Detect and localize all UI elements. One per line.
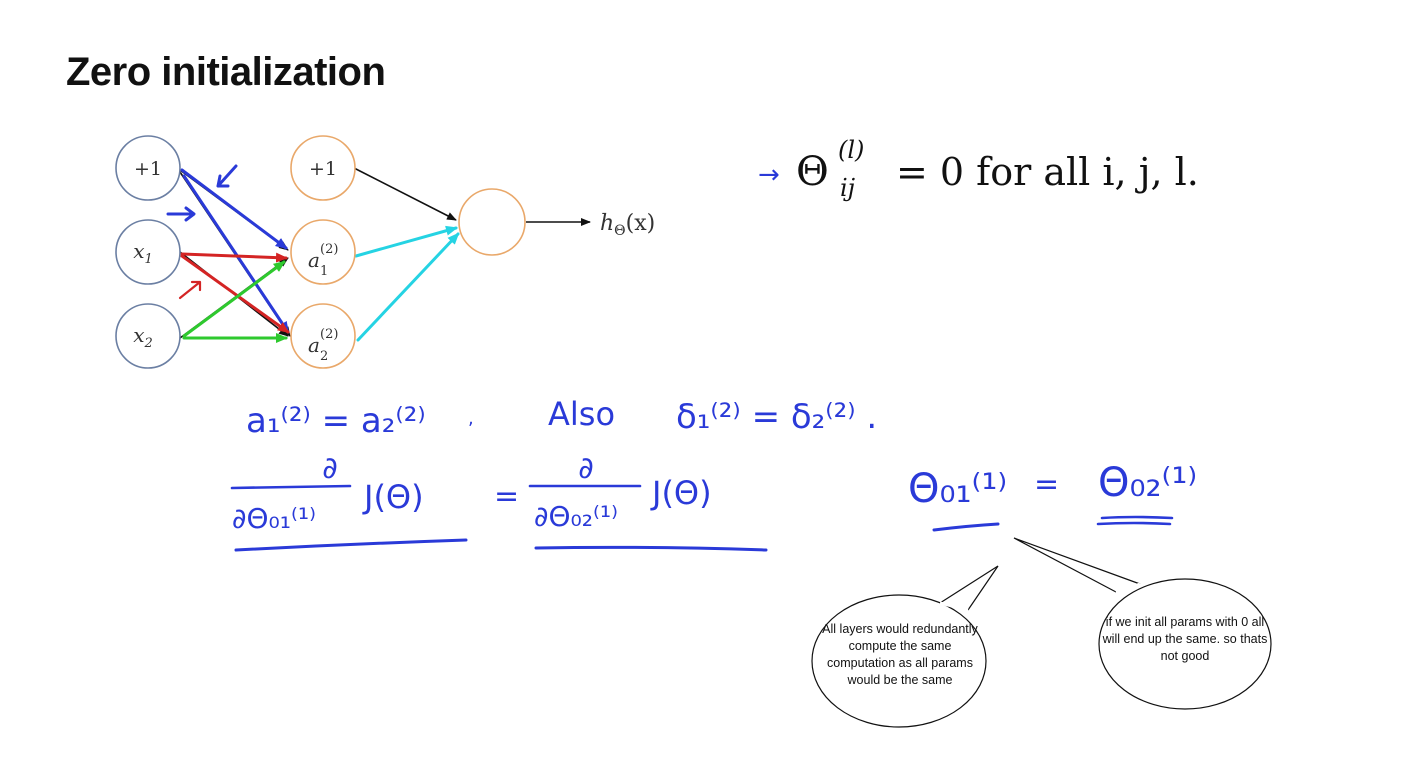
- hw-frac1-denominator: ∂Θ₀₁⁽¹⁾: [232, 502, 316, 535]
- blue-pointer-arrow-1: [218, 166, 236, 186]
- hw-frac1-numerator: ∂: [322, 451, 338, 486]
- hw-comma: ,: [468, 408, 474, 429]
- green-edge-1: [184, 262, 284, 336]
- blue-pointer-arrow-2: [168, 208, 194, 220]
- input-node-x2-label: $x_2$: [133, 323, 153, 351]
- edge-hbias-out: [354, 168, 456, 220]
- slide-title: Zero initialization: [66, 50, 386, 94]
- output-node: [459, 189, 525, 255]
- hw-equals-2: =: [1034, 467, 1060, 502]
- hw-activation-equality: a₁⁽²⁾ = a₂⁽²⁾: [246, 401, 426, 441]
- hw-underline-2: [536, 547, 766, 550]
- hw-theta-01: Θ₀₁⁽¹⁾: [908, 466, 1008, 512]
- hw-frac1-bar: [232, 486, 350, 488]
- red-pointer-arrow: [180, 282, 200, 298]
- zero-init-formula: [758, 136, 1199, 202]
- hw-frac2-denominator: ∂Θ₀₂⁽¹⁾: [534, 500, 618, 533]
- hw-also: Also: [548, 395, 616, 433]
- hw-underline-theta-02: [1098, 517, 1172, 524]
- red-edge-1: [182, 254, 286, 258]
- hidden-node-a2-subscript: 2: [320, 349, 329, 364]
- formula-theta: Θ: [796, 149, 829, 195]
- hidden-node-a1-subscript: 1: [320, 264, 329, 279]
- hidden-layer: [291, 136, 355, 368]
- hidden-node-bias-label: +1: [308, 158, 338, 180]
- hw-frac2-numerator: ∂: [578, 451, 594, 486]
- bubble-1-tail: [940, 566, 998, 610]
- hw-underline-1: [236, 540, 466, 550]
- hidden-node-a1-superscript: (2): [320, 242, 339, 257]
- hidden-node-a2-label: a: [308, 333, 320, 357]
- red-edge-2: [182, 256, 288, 332]
- formula-arrow: →: [758, 160, 780, 190]
- hidden-node-a1-label: a: [308, 248, 320, 272]
- output-label: $h_\Theta(x)$: [600, 211, 656, 239]
- hw-equals-1: =: [494, 479, 520, 514]
- bubble-2-text: if we init all params with 0 all will end up the same. so thats not good: [1102, 615, 1268, 663]
- blue-edge-1: [182, 170, 286, 248]
- handwritten-notes: [232, 395, 1197, 550]
- hidden-node-a2-superscript: (2): [320, 327, 339, 342]
- hw-delta-equality: δ₁⁽²⁾ = δ₂⁽²⁾ .: [676, 397, 878, 437]
- input-layer: [116, 136, 180, 368]
- input-node-x1-label: $x_1$: [133, 239, 153, 267]
- formula-subscript: ij: [840, 174, 856, 202]
- formula-rest: = 0 for all i, j, l.: [896, 150, 1199, 194]
- hw-j-term-1: J(Θ): [364, 478, 424, 516]
- hw-j-term-2: J(Θ): [652, 474, 712, 512]
- hw-underline-theta-01: [934, 524, 998, 530]
- bubble-2-tail: [1014, 538, 1140, 592]
- input-node-bias-label: +1: [133, 158, 163, 180]
- bubble-1-text: All layers would redundantly compute the same computation as all params would be the same: [822, 622, 978, 687]
- formula-superscript: (l): [838, 136, 865, 164]
- hw-theta-02: Θ₀₂⁽¹⁾: [1098, 460, 1198, 506]
